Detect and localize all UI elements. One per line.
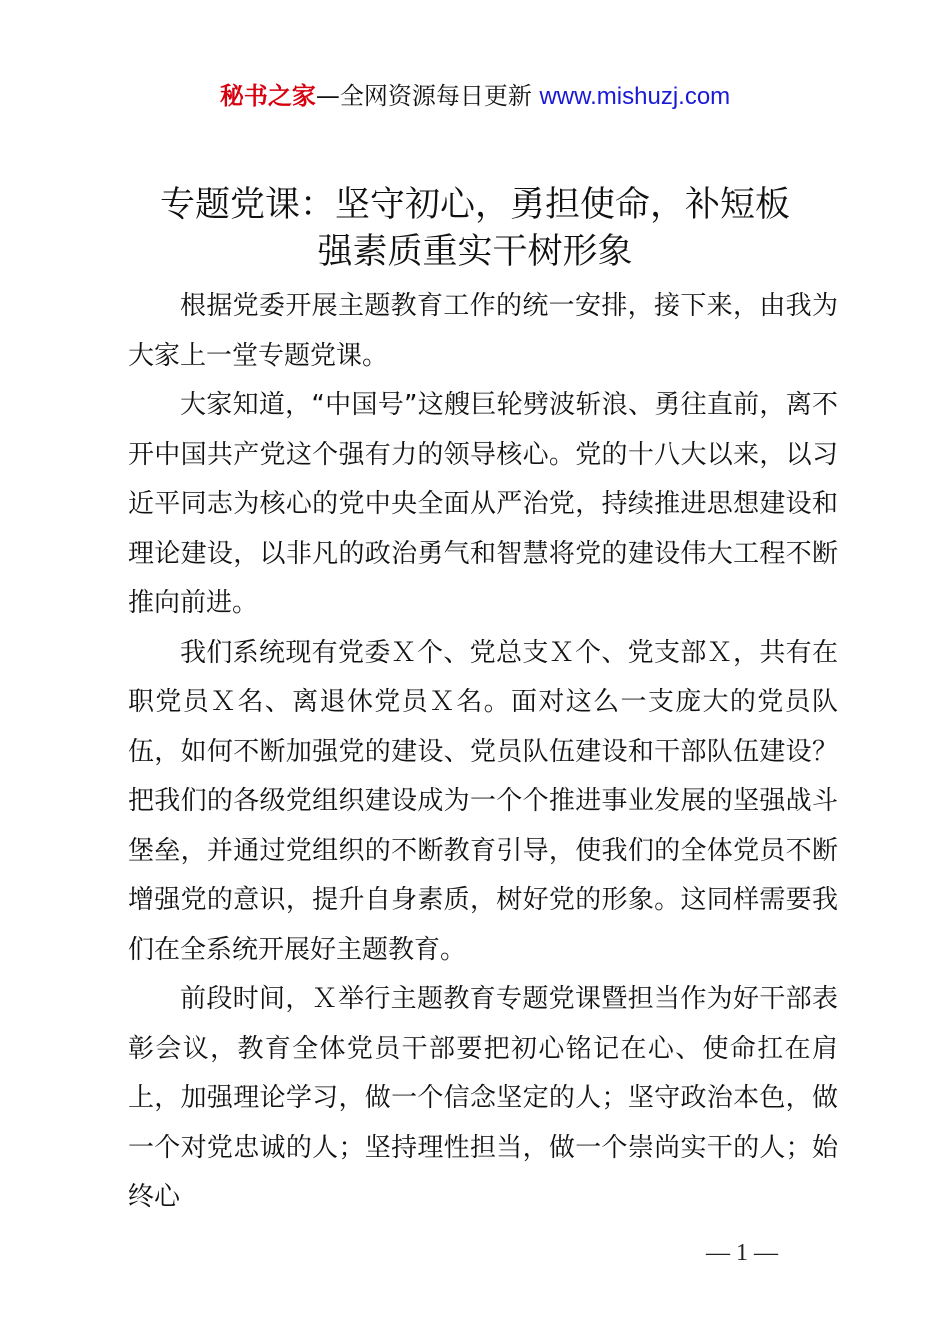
paragraph: 根据党委开展主题教育工作的统一安排，接下来，由我为大家上一堂专题党课。 — [128, 291, 838, 371]
site-header — [0, 80, 950, 113]
page-number: — 1 — — [706, 1240, 778, 1266]
title-line-1: 专题党课：坚守初心，勇担使命，补短板 — [159, 185, 790, 225]
title-line-2: 强素质重实干树形象 — [317, 232, 633, 272]
document-body — [128, 282, 838, 1223]
paragraph: 大家知道，“中国号”这艘巨轮劈波斩浪、勇往直前，离不开中国共产党这个强有力的领导核心。党的十八大以来，以习近平同志为核心的党中央全面从严治党，持续推进思想建设和理论建设，以非凡的政治勇气和智慧将党的建设伟大工程不断推向前进。 — [128, 390, 838, 618]
site-slogan: —全网资源每日更新 — [315, 82, 532, 110]
site-url-link[interactable]: www.mishuzj.com — [539, 83, 731, 110]
site-brand: 秘书之家 — [219, 82, 316, 110]
paragraph: 我们系统现有党委Ｘ个、党总支Ｘ个、党支部Ｘ，共有在职党员Ｘ名、离退休党员Ｘ名。面对这么一支庞大的党员队伍，如何不断加强党的建设、党员队伍建设和干部队伍建设？把我们的各级党组织建设成为一个个推进事业发展的坚强战斗堡垒，并通过党组织的不断教育引导，使我们的全体党员不断增强党的意识，提升自身素质，树好党的形象。这同样需要我们在全系统开展好主题教育。 — [128, 637, 838, 965]
paragraph: 前段时间，Ｘ举行主题教育专题党课暨担当作为好干部表彰会议，教育全体党员干部要把初心铭记在心、使命扛在肩上，加强理论学习，做一个信念坚定的人；坚守政治本色，做一个对党忠诚的人；坚持理性担当，做一个崇尚实干的人；始终心 — [128, 984, 838, 1212]
document-title — [0, 182, 950, 276]
